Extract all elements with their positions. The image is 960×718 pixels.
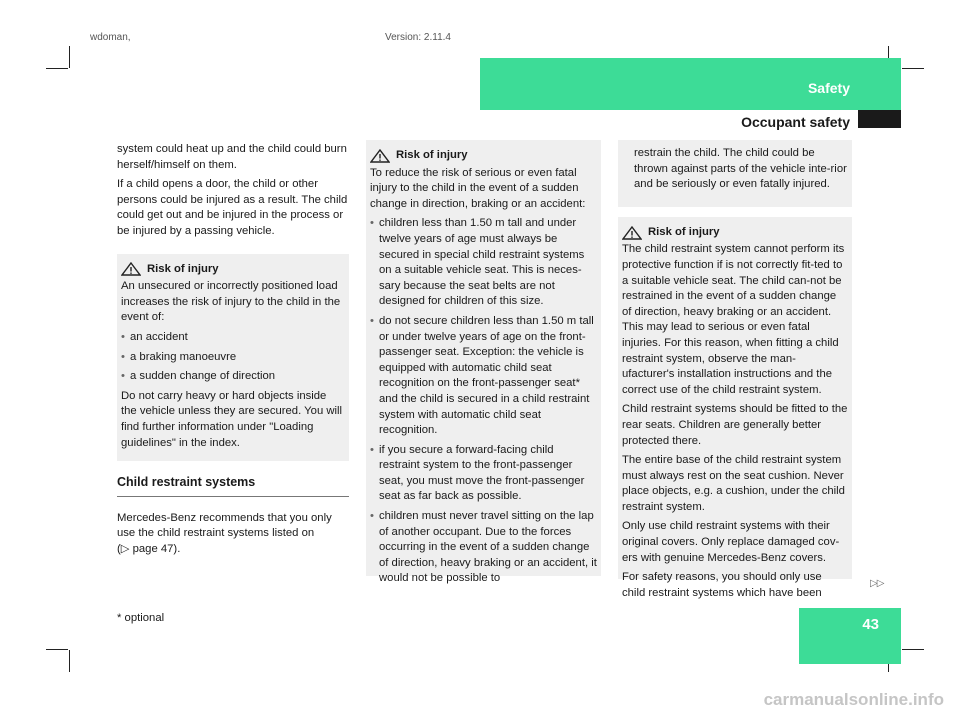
paragraph: The child restraint system cannot perform its protective function if is not correctly fit-ted to a suitable vehicle seat. The child can-not be restrained in the event of a sudden change of direction, heavy braking or an accident. This may lead to serious or even fatal injuries. For this reason, when fitting a child restraint system, observe the man-ufacturer's installation instructions and the correct use of the child restraint system. (622, 243, 845, 396)
column-1 (117, 142, 349, 561)
warning-title: Risk of injury (147, 262, 219, 275)
crop-mark (46, 68, 68, 69)
paragraph (117, 511, 349, 558)
section-label: Safety (807, 80, 850, 96)
continued-warning-box (618, 140, 852, 207)
crop-mark (69, 46, 70, 68)
continue-arrow-icon: ▷▷ (870, 578, 884, 589)
crop-mark (902, 649, 924, 650)
warning-title: Risk of injury (396, 149, 468, 161)
warning-triangle-icon (121, 262, 141, 276)
warning-box (618, 217, 852, 599)
watermark: carmanualsonline.info (763, 690, 944, 709)
paragraph: The entire base of the child restraint system must always rest on the seat cushion. Never place objects, e.g. a cushion, under the child restraint system. (622, 454, 845, 513)
list-item: • a braking manoeuvre (121, 350, 345, 366)
list-item: • children less than 1.50 m tall and under twelve years of age must always be secured in special child restraint systems on a suitable vehicle seat. This is neces-sary because the seat belts are not designed for children of this size. (370, 216, 597, 310)
divider (117, 496, 349, 497)
warning-title: Risk of injury (648, 225, 720, 238)
warning-triangle-icon (622, 226, 642, 240)
column-2-warning-box (366, 140, 601, 585)
crop-mark (46, 649, 68, 650)
page-number: 43 (862, 616, 879, 633)
page-ref-arrow: (▷ (117, 542, 130, 555)
paragraph: system could heat up and the child could burn herself/himself on them. (117, 143, 347, 171)
paragraph: restrain the child. The child could be thrown against parts of the vehicle inte-rior and be seriously or even fatally injured. (634, 147, 847, 191)
paragraph: Only use child restraint systems with their original covers. Only replace damaged cov-ers with genuine Mercedes-Benz covers. (622, 520, 840, 564)
warning-text: An unsecured or incorrectly positioned load increases the risk of injury to the child in the event of: (121, 280, 341, 324)
section-heading: Child restraint systems (117, 475, 256, 490)
paragraph: For safety reasons, you should only use child restraint systems which have been (622, 571, 822, 599)
warning-heading (121, 262, 345, 278)
list-item: • do not secure children less than 1.50 m tall or under twelve years of age on the front-passenger seat. Exception: the vehicle is equipped with automatic child seat recognition on the front-passenger seat* and the child is secured in a child restraint system with automatic child seat recognition. (370, 314, 597, 439)
crop-mark (902, 68, 924, 69)
warning-heading (622, 225, 848, 241)
list-item: • a sudden change of direction (121, 369, 345, 385)
warning-text: Do not carry heavy or hard objects inside the vehicle unless they are secured. You will find further information under "Loading guidelines" in the index. (121, 389, 343, 449)
thumb-tab (858, 110, 901, 128)
list-item: • an accident (121, 330, 345, 346)
section-heading-block (117, 475, 349, 497)
warning-text: To reduce the risk of serious or even fatal injury to the child in the event of a sudden change in direction, braking or an accident: (370, 166, 586, 210)
paragraph: If a child opens a door, the child or other persons could be injured as a result. The child could get out and be injured in the process or be injured by a passing vehicle. (117, 178, 348, 237)
paragraph-text: Mercedes-Benz recommends that you only use the child restraint systems listed on (117, 511, 332, 540)
page-reference-link[interactable]: page 47). (132, 542, 181, 555)
bullet-list (370, 216, 597, 587)
print-author: wdoman, (90, 32, 131, 42)
paragraph: Child restraint systems should be fitted to the rear seats. Children are generally better protected there. (622, 403, 848, 447)
warning-triangle-icon (370, 149, 390, 163)
list-item: • children must never travel sitting on the lap of another occupant. Due to the forces occurring in the event of a sudden change of direction, heavy braking or an accident, it would not be possible to (370, 509, 597, 587)
footnote: * optional (117, 612, 165, 624)
warning-heading (370, 148, 597, 164)
page-title: Occupant safety (741, 114, 850, 130)
print-version: Version: 2.11.4 (385, 32, 451, 42)
column-3 (618, 140, 852, 599)
crop-mark (69, 650, 70, 672)
warning-box (117, 254, 349, 462)
list-item: • if you secure a forward-facing child restraint system to the front-passenger seat, you must move the front-passenger seat as far back as possible. (370, 443, 597, 505)
bullet-list (121, 330, 345, 385)
